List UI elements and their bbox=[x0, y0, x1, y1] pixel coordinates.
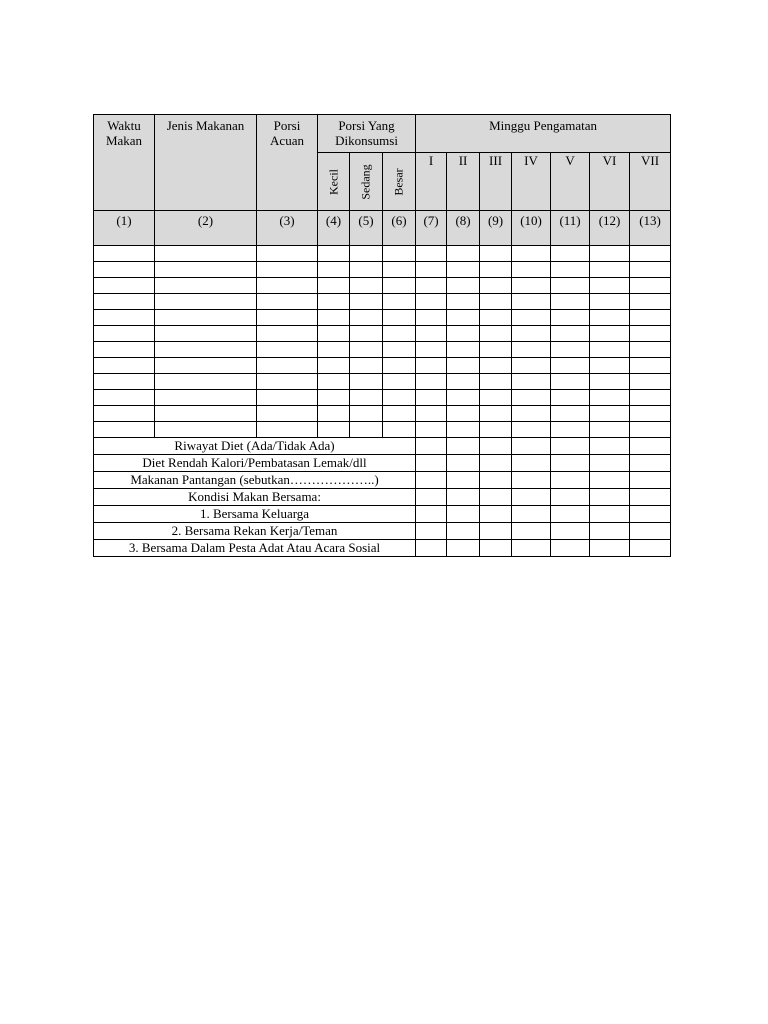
entry-cell[interactable] bbox=[416, 278, 447, 294]
entry-cell[interactable] bbox=[512, 326, 551, 342]
entry-cell[interactable] bbox=[383, 326, 416, 342]
entry-cell[interactable] bbox=[155, 310, 257, 326]
info-row-label: 3. Bersama Dalam Pesta Adat Atau Acara Sosial bbox=[94, 540, 416, 557]
header-porsi-acuan: Porsi Acuan bbox=[257, 115, 318, 211]
header-besar-label: Besar bbox=[391, 167, 406, 196]
entry-cell[interactable] bbox=[447, 310, 480, 326]
header-week-2: II bbox=[447, 153, 480, 211]
entry-cell[interactable] bbox=[257, 358, 318, 374]
entry-cell[interactable] bbox=[447, 374, 480, 390]
entry-cell[interactable] bbox=[630, 406, 671, 422]
week-cell[interactable] bbox=[416, 455, 447, 472]
entry-cell[interactable] bbox=[155, 422, 257, 438]
entry-cell[interactable] bbox=[590, 342, 630, 358]
week-cell[interactable] bbox=[551, 540, 590, 557]
entry-cell[interactable] bbox=[590, 310, 630, 326]
entry-row bbox=[94, 262, 671, 278]
week-cell[interactable] bbox=[480, 489, 512, 506]
entry-cell[interactable] bbox=[350, 422, 383, 438]
week-cell[interactable] bbox=[590, 489, 630, 506]
entry-cell[interactable] bbox=[416, 262, 447, 278]
info-row-label: Kondisi Makan Bersama: bbox=[94, 489, 416, 506]
column-number: (10) bbox=[512, 211, 551, 246]
info-row bbox=[94, 489, 671, 506]
header-week-7: VII bbox=[630, 153, 671, 211]
entry-cell[interactable] bbox=[590, 374, 630, 390]
entry-cell[interactable] bbox=[512, 406, 551, 422]
entry-cell[interactable] bbox=[94, 310, 155, 326]
entry-cell[interactable] bbox=[416, 390, 447, 406]
week-cell[interactable] bbox=[416, 489, 447, 506]
entry-cell[interactable] bbox=[257, 310, 318, 326]
entry-cell[interactable] bbox=[512, 246, 551, 262]
entry-cell[interactable] bbox=[551, 422, 590, 438]
entry-row bbox=[94, 246, 671, 262]
week-cell[interactable] bbox=[512, 438, 551, 455]
entry-cell[interactable] bbox=[447, 278, 480, 294]
entry-cell[interactable] bbox=[551, 294, 590, 310]
week-cell[interactable] bbox=[630, 455, 671, 472]
entry-cell[interactable] bbox=[447, 342, 480, 358]
entry-cell[interactable] bbox=[155, 358, 257, 374]
entry-cell[interactable] bbox=[318, 374, 350, 390]
entry-cell[interactable] bbox=[155, 326, 257, 342]
entry-cell[interactable] bbox=[350, 310, 383, 326]
entry-cell[interactable] bbox=[94, 278, 155, 294]
entry-cell[interactable] bbox=[512, 390, 551, 406]
entry-cell[interactable] bbox=[512, 262, 551, 278]
week-cell[interactable] bbox=[590, 540, 630, 557]
entry-cell[interactable] bbox=[350, 390, 383, 406]
entry-cell[interactable] bbox=[155, 294, 257, 310]
week-cell[interactable] bbox=[416, 506, 447, 523]
entry-cell[interactable] bbox=[512, 342, 551, 358]
entry-cell[interactable] bbox=[257, 246, 318, 262]
entry-cell[interactable] bbox=[383, 358, 416, 374]
entry-cell[interactable] bbox=[512, 374, 551, 390]
info-row-label: 2. Bersama Rekan Kerja/Teman bbox=[94, 523, 416, 540]
header-week-5: V bbox=[551, 153, 590, 211]
header-jenis-makanan: Jenis Makanan bbox=[155, 115, 257, 211]
info-row-label: Makanan Pantangan (sebutkan………………..) bbox=[94, 472, 416, 489]
entry-cell[interactable] bbox=[94, 262, 155, 278]
entry-row bbox=[94, 294, 671, 310]
week-cell[interactable] bbox=[630, 506, 671, 523]
entry-cell[interactable] bbox=[383, 262, 416, 278]
entry-cell[interactable] bbox=[155, 246, 257, 262]
entry-cell[interactable] bbox=[480, 310, 512, 326]
entry-cell[interactable] bbox=[447, 246, 480, 262]
week-cell[interactable] bbox=[630, 438, 671, 455]
column-number: (7) bbox=[416, 211, 447, 246]
entry-cell[interactable] bbox=[630, 294, 671, 310]
entry-cell[interactable] bbox=[318, 262, 350, 278]
column-number: (1) bbox=[94, 211, 155, 246]
week-cell[interactable] bbox=[512, 523, 551, 540]
week-cell[interactable] bbox=[416, 438, 447, 455]
entry-cell[interactable] bbox=[318, 326, 350, 342]
entry-cell[interactable] bbox=[590, 262, 630, 278]
entry-cell[interactable] bbox=[350, 294, 383, 310]
entry-cell[interactable] bbox=[416, 422, 447, 438]
entry-cell[interactable] bbox=[447, 358, 480, 374]
entry-row bbox=[94, 406, 671, 422]
header-week-1: I bbox=[416, 153, 447, 211]
week-cell[interactable] bbox=[480, 540, 512, 557]
entry-cell[interactable] bbox=[318, 294, 350, 310]
week-cell[interactable] bbox=[480, 506, 512, 523]
entry-cell[interactable] bbox=[630, 326, 671, 342]
header-sedang bbox=[350, 153, 383, 211]
header-kecil-label: Kecil bbox=[326, 168, 340, 195]
entry-cell[interactable] bbox=[551, 310, 590, 326]
column-number: (13) bbox=[630, 211, 671, 246]
entry-cell[interactable] bbox=[257, 390, 318, 406]
entry-cell[interactable] bbox=[350, 262, 383, 278]
week-cell[interactable] bbox=[480, 472, 512, 489]
entry-cell[interactable] bbox=[318, 390, 350, 406]
entry-cell[interactable] bbox=[155, 278, 257, 294]
entry-cell[interactable] bbox=[480, 406, 512, 422]
entry-row bbox=[94, 342, 671, 358]
entry-cell[interactable] bbox=[318, 310, 350, 326]
info-row-label: Diet Rendah Kalori/Pembatasan Lemak/dll bbox=[94, 455, 416, 472]
entry-cell[interactable] bbox=[94, 294, 155, 310]
info-row bbox=[94, 438, 671, 455]
entry-cell[interactable] bbox=[551, 374, 590, 390]
column-number: (4) bbox=[318, 211, 350, 246]
entry-cell[interactable] bbox=[512, 422, 551, 438]
entry-cell[interactable] bbox=[447, 422, 480, 438]
info-row bbox=[94, 540, 671, 557]
week-cell[interactable] bbox=[512, 540, 551, 557]
info-row bbox=[94, 455, 671, 472]
entry-cell[interactable] bbox=[350, 246, 383, 262]
entry-cell[interactable] bbox=[551, 358, 590, 374]
entry-row bbox=[94, 326, 671, 342]
entry-cell[interactable] bbox=[551, 262, 590, 278]
entry-cell[interactable] bbox=[416, 374, 447, 390]
week-cell[interactable] bbox=[551, 438, 590, 455]
entry-cell[interactable] bbox=[590, 358, 630, 374]
week-cell[interactable] bbox=[630, 489, 671, 506]
column-number: (12) bbox=[590, 211, 630, 246]
entry-cell[interactable] bbox=[630, 358, 671, 374]
entry-cell[interactable] bbox=[318, 358, 350, 374]
week-cell[interactable] bbox=[590, 455, 630, 472]
entry-cell[interactable] bbox=[630, 390, 671, 406]
header-week-4: IV bbox=[512, 153, 551, 211]
entry-cell[interactable] bbox=[416, 406, 447, 422]
entry-cell[interactable] bbox=[155, 262, 257, 278]
entry-cell[interactable] bbox=[480, 294, 512, 310]
entry-cell[interactable] bbox=[318, 342, 350, 358]
week-cell[interactable] bbox=[447, 523, 480, 540]
entry-cell[interactable] bbox=[447, 390, 480, 406]
entry-cell[interactable] bbox=[94, 374, 155, 390]
entry-cell[interactable] bbox=[447, 406, 480, 422]
entry-cell[interactable] bbox=[416, 310, 447, 326]
entry-cell[interactable] bbox=[480, 278, 512, 294]
entry-cell[interactable] bbox=[383, 278, 416, 294]
column-number: (6) bbox=[383, 211, 416, 246]
entry-cell[interactable] bbox=[383, 406, 416, 422]
entry-cell[interactable] bbox=[350, 358, 383, 374]
week-cell[interactable] bbox=[551, 506, 590, 523]
week-cell[interactable] bbox=[480, 438, 512, 455]
entry-cell[interactable] bbox=[630, 310, 671, 326]
week-cell[interactable] bbox=[590, 523, 630, 540]
header-sedang-label: Sedang bbox=[358, 163, 373, 200]
entry-cell[interactable] bbox=[551, 246, 590, 262]
entry-row bbox=[94, 374, 671, 390]
header-besar bbox=[383, 153, 416, 211]
entry-row bbox=[94, 358, 671, 374]
entry-cell[interactable] bbox=[590, 326, 630, 342]
entry-cell[interactable] bbox=[257, 294, 318, 310]
entry-cell[interactable] bbox=[480, 326, 512, 342]
column-number: (8) bbox=[447, 211, 480, 246]
entry-cell[interactable] bbox=[551, 406, 590, 422]
entry-cell[interactable] bbox=[257, 278, 318, 294]
entry-cell[interactable] bbox=[383, 390, 416, 406]
entry-cell[interactable] bbox=[257, 374, 318, 390]
entry-cell[interactable] bbox=[416, 358, 447, 374]
entry-cell[interactable] bbox=[383, 342, 416, 358]
week-cell[interactable] bbox=[512, 506, 551, 523]
entry-cell[interactable] bbox=[590, 246, 630, 262]
week-cell[interactable] bbox=[551, 472, 590, 489]
week-cell[interactable] bbox=[416, 523, 447, 540]
week-cell[interactable] bbox=[512, 472, 551, 489]
column-number: (9) bbox=[480, 211, 512, 246]
header-porsi-dikonsumsi: Porsi Yang Dikonsumsi bbox=[318, 115, 416, 153]
entry-cell[interactable] bbox=[383, 374, 416, 390]
info-row-label: Riwayat Diet (Ada/Tidak Ada) bbox=[94, 438, 416, 455]
entry-cell[interactable] bbox=[630, 246, 671, 262]
entry-cell[interactable] bbox=[94, 342, 155, 358]
entry-cell[interactable] bbox=[350, 342, 383, 358]
entry-cell[interactable] bbox=[630, 374, 671, 390]
entry-cell[interactable] bbox=[416, 294, 447, 310]
entry-cell[interactable] bbox=[94, 422, 155, 438]
column-number: (3) bbox=[257, 211, 318, 246]
entry-cell[interactable] bbox=[350, 326, 383, 342]
week-cell[interactable] bbox=[590, 438, 630, 455]
column-number: (5) bbox=[350, 211, 383, 246]
week-cell[interactable] bbox=[630, 523, 671, 540]
entry-cell[interactable] bbox=[630, 342, 671, 358]
entry-cell[interactable] bbox=[416, 342, 447, 358]
entry-cell[interactable] bbox=[416, 246, 447, 262]
column-number: (11) bbox=[551, 211, 590, 246]
entry-cell[interactable] bbox=[383, 294, 416, 310]
header-week-6: VI bbox=[590, 153, 630, 211]
entry-cell[interactable] bbox=[318, 422, 350, 438]
week-cell[interactable] bbox=[551, 523, 590, 540]
entry-cell[interactable] bbox=[383, 422, 416, 438]
entry-cell[interactable] bbox=[94, 406, 155, 422]
entry-cell[interactable] bbox=[447, 326, 480, 342]
entry-cell[interactable] bbox=[350, 278, 383, 294]
entry-cell[interactable] bbox=[257, 326, 318, 342]
entry-cell[interactable] bbox=[590, 294, 630, 310]
entry-cell[interactable] bbox=[94, 358, 155, 374]
entry-cell[interactable] bbox=[590, 406, 630, 422]
week-cell[interactable] bbox=[447, 472, 480, 489]
info-row bbox=[94, 523, 671, 540]
week-cell[interactable] bbox=[630, 540, 671, 557]
entry-cell[interactable] bbox=[416, 326, 447, 342]
entry-cell[interactable] bbox=[257, 422, 318, 438]
week-cell[interactable] bbox=[447, 540, 480, 557]
week-cell[interactable] bbox=[416, 472, 447, 489]
entry-cell[interactable] bbox=[318, 246, 350, 262]
entry-cell[interactable] bbox=[318, 278, 350, 294]
entry-cell[interactable] bbox=[350, 406, 383, 422]
week-cell[interactable] bbox=[447, 506, 480, 523]
week-cell[interactable] bbox=[447, 455, 480, 472]
week-cell[interactable] bbox=[447, 438, 480, 455]
header-week-3: III bbox=[480, 153, 512, 211]
entry-cell[interactable] bbox=[551, 278, 590, 294]
diet-observation-table bbox=[93, 114, 671, 557]
entry-cell[interactable] bbox=[512, 358, 551, 374]
entry-row bbox=[94, 278, 671, 294]
week-cell[interactable] bbox=[480, 523, 512, 540]
entry-cell[interactable] bbox=[630, 262, 671, 278]
week-cell[interactable] bbox=[630, 472, 671, 489]
entry-cell[interactable] bbox=[318, 406, 350, 422]
entry-cell[interactable] bbox=[155, 406, 257, 422]
header-waktu-makan: Waktu Makan bbox=[94, 115, 155, 211]
entry-cell[interactable] bbox=[590, 278, 630, 294]
entry-cell[interactable] bbox=[447, 294, 480, 310]
entry-cell[interactable] bbox=[590, 390, 630, 406]
week-cell[interactable] bbox=[512, 489, 551, 506]
header-minggu-pengamatan: Minggu Pengamatan bbox=[416, 115, 671, 153]
week-cell[interactable] bbox=[551, 489, 590, 506]
entry-cell[interactable] bbox=[480, 358, 512, 374]
header-kecil bbox=[318, 153, 350, 211]
entry-cell[interactable] bbox=[94, 390, 155, 406]
entry-cell[interactable] bbox=[155, 342, 257, 358]
week-cell[interactable] bbox=[416, 540, 447, 557]
column-number-row bbox=[94, 211, 671, 246]
entry-cell[interactable] bbox=[551, 390, 590, 406]
entry-row bbox=[94, 310, 671, 326]
entry-cell[interactable] bbox=[480, 342, 512, 358]
entry-cell[interactable] bbox=[155, 390, 257, 406]
entry-cell[interactable] bbox=[257, 262, 318, 278]
column-number: (2) bbox=[155, 211, 257, 246]
info-row-label: 1. Bersama Keluarga bbox=[94, 506, 416, 523]
entry-cell[interactable] bbox=[257, 342, 318, 358]
entry-cell[interactable] bbox=[383, 246, 416, 262]
entry-cell[interactable] bbox=[512, 294, 551, 310]
entry-cell[interactable] bbox=[480, 422, 512, 438]
entry-cell[interactable] bbox=[257, 406, 318, 422]
entry-cell[interactable] bbox=[630, 278, 671, 294]
entry-cell[interactable] bbox=[383, 310, 416, 326]
entry-cell[interactable] bbox=[551, 342, 590, 358]
info-row bbox=[94, 472, 671, 489]
entry-row bbox=[94, 422, 671, 438]
week-cell[interactable] bbox=[512, 455, 551, 472]
entry-cell[interactable] bbox=[480, 262, 512, 278]
week-cell[interactable] bbox=[590, 472, 630, 489]
entry-cell[interactable] bbox=[590, 422, 630, 438]
entry-cell[interactable] bbox=[447, 262, 480, 278]
week-cell[interactable] bbox=[551, 455, 590, 472]
entry-cell[interactable] bbox=[480, 374, 512, 390]
entry-cell[interactable] bbox=[512, 278, 551, 294]
week-cell[interactable] bbox=[480, 455, 512, 472]
entry-cell[interactable] bbox=[630, 422, 671, 438]
entry-cell[interactable] bbox=[94, 246, 155, 262]
entry-cell[interactable] bbox=[551, 326, 590, 342]
entry-cell[interactable] bbox=[94, 326, 155, 342]
entry-row bbox=[94, 390, 671, 406]
entry-cell[interactable] bbox=[480, 246, 512, 262]
entry-cell[interactable] bbox=[480, 390, 512, 406]
week-cell[interactable] bbox=[590, 506, 630, 523]
entry-cell[interactable] bbox=[350, 374, 383, 390]
entry-cell[interactable] bbox=[512, 310, 551, 326]
info-row bbox=[94, 506, 671, 523]
entry-cell[interactable] bbox=[155, 374, 257, 390]
week-cell[interactable] bbox=[447, 489, 480, 506]
